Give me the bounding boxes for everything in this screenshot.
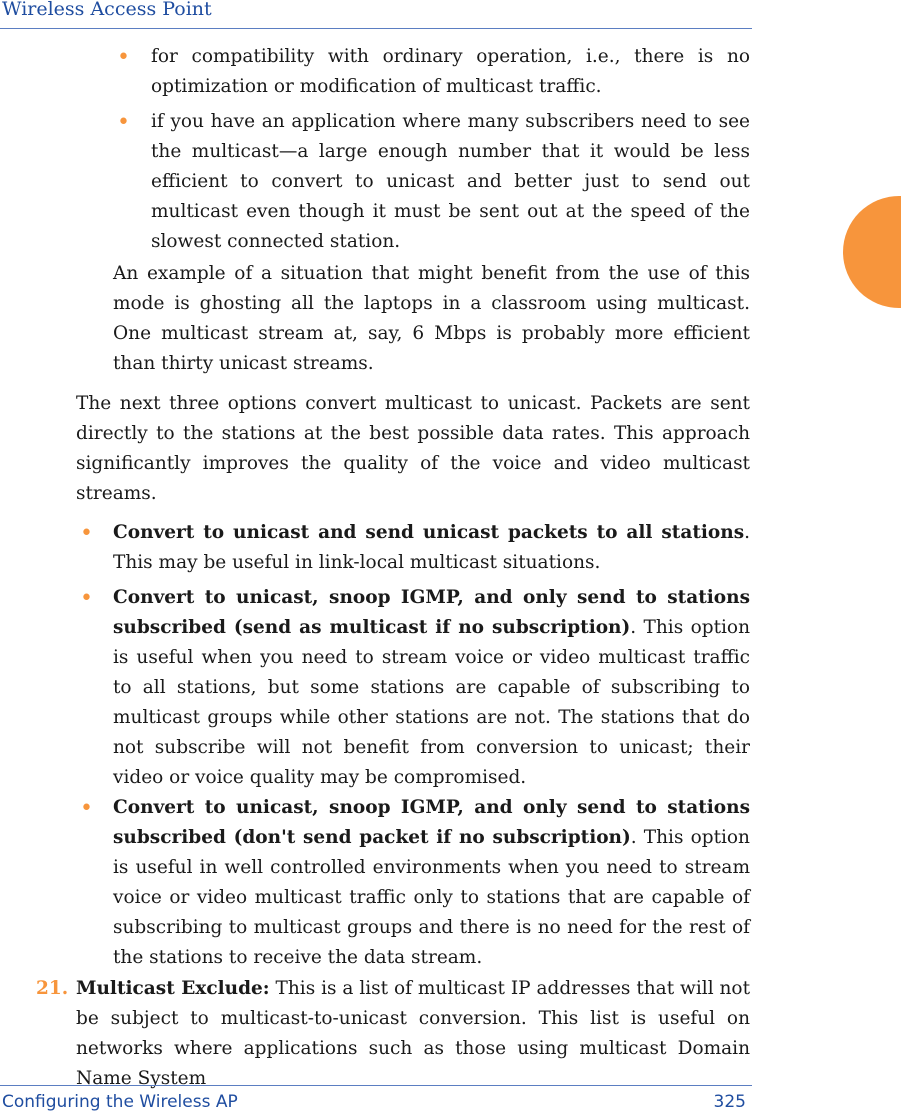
option-paragraph (113, 793, 750, 973)
chapter-tab-marker (843, 196, 901, 308)
option-title: Convert to unicast, snoop IGMP, and only send to stations subscribed (send as multicast if no subscription) (113, 587, 750, 638)
bullet-icon: • (80, 521, 93, 546)
bullet-paragraph: if you have an application where many subscribers need to see the multicast—a large enough number that it would be less efficient to convert to unicast and better just to send out multicast even though it must be sent out at the speed of the slowest connected station. (151, 111, 750, 252)
intro-paragraph: The next three options convert multicast to unicast. Packets are sent directly to the stations at the best possible data rates. This approach significantly improves the quality of the voice and video multicast streams. (76, 393, 750, 504)
bullet-icon: • (80, 586, 93, 611)
option-paragraph (113, 583, 750, 793)
footer-section-title: Configuring the Wireless AP (2, 1092, 238, 1112)
item-title: Multicast Exclude: (76, 978, 270, 999)
item-text: This is a list of multicast IP addresses that will not be subject to multicast-to-unicast conversion. This list is useful on networks where applications such as those using multicast Domain Name System (76, 978, 750, 1089)
option-text: . This may be useful in link-local multicast situations. (113, 522, 750, 573)
option-title: Convert to unicast, snoop IGMP, and only send to stations subscribed (don't send packet if no subscription) (113, 797, 750, 848)
item-number: 21. (36, 978, 69, 999)
bullet-icon: • (117, 110, 130, 135)
option-text: . This option is useful when you need to stream voice or video multicast traffic to all stations, but some stations are capable of subscribing to multicast groups while other stations are not. The stations that do not subscribe will not benefit from conversion to unicast; their video or voice quality may be compromised. (113, 617, 750, 788)
option-text: . This option is useful in well controlled environments when you need to stream voice or video multicast traffic only to stations that are capable of subscribing to multicast groups and there is no need for the rest of the stations to receive the data stream. (113, 827, 750, 968)
bullet-paragraph: for compatibility with ordinary operation, i.e., there is no optimization or modification of multicast traffic. (151, 46, 750, 97)
bullet-icon: • (117, 45, 130, 70)
header-title: Wireless Access Point (2, 0, 212, 20)
example-paragraph: An example of a situation that might benefit from the use of this mode is ghosting all the laptops in a classroom using multicast. One multicast stream at, say, 6 Mbps is probably more efficient than thirty unicast streams. (113, 263, 750, 374)
page-number: 325 (713, 1092, 746, 1112)
page-footer (0, 1085, 752, 1115)
option-paragraph (113, 518, 750, 578)
bullet-icon: • (80, 796, 93, 821)
page-header (0, 0, 752, 29)
numbered-item-paragraph (76, 974, 750, 1094)
option-title: Convert to unicast and send unicast packets to all stations (113, 522, 745, 543)
